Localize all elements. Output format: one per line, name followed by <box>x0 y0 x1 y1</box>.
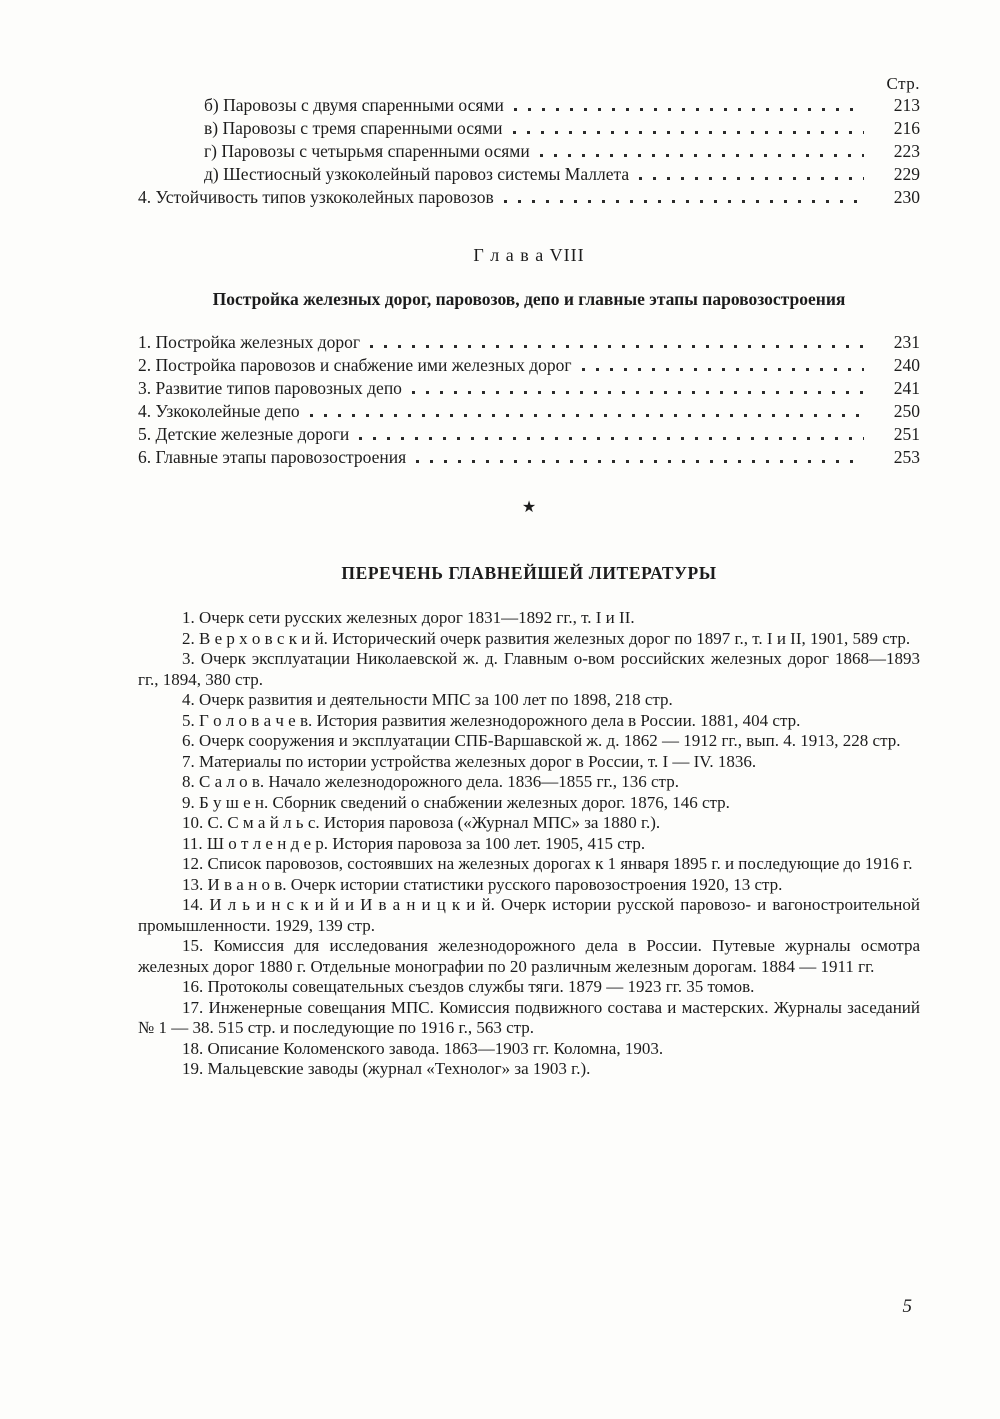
bibliography-entry: 2. В е р х о в с к и й. Исторический очерк развития железных дорог по 1897 г., т. I и II, 1901, 589 стр. <box>182 628 911 648</box>
toc-entry-label: 6. Главные этапы паровозостроения <box>138 447 407 467</box>
chapter-heading: Постройка железных дорог, паровозов, депо и главные этапы паровозостроения <box>212 289 846 309</box>
bibliography-entry: 17. Инженерные совещания МПС. Комиссия подвижного состава и мастерских. Журналы заседаний № 1 — 38. 515 стр. и последующие по 1916 г., 563 стр. <box>138 997 920 1037</box>
toc-entry-label: 4. Узкоколейные депо <box>138 401 300 421</box>
dot-leader <box>639 177 864 180</box>
bibliography-entry: 16. Протоколы совещательных съездов службы тяги. 1879 — 1923 гг. 35 томов. <box>182 977 755 996</box>
toc-entry <box>138 446 920 469</box>
bibliography-entry: 4. Очерк развития и деятельности МПС за 100 лет по 1898, 218 стр. <box>182 690 673 709</box>
bibliography-entry: 9. Б у ш е н. Сборник сведений о снабжении железных дорог. 1876, 146 стр. <box>182 792 730 812</box>
toc-entry-page: 223 <box>893 141 920 161</box>
chapter-title: Г л а в а VIII <box>473 245 585 265</box>
dot-leader <box>310 414 864 417</box>
toc-entry-page: 213 <box>893 95 920 115</box>
dot-leader <box>540 154 864 157</box>
toc-entry-page: 251 <box>893 424 920 444</box>
bibliography-entry: 7. Материалы по истории устройства железных дорог в России, т. I — IV. 1836. <box>182 751 757 771</box>
bibliography-entry: 3. Очерк эксплуатации Николаевской ж. д. Главным о-вом российских железных дорог 1868—1893 гг., 1894, 380 стр. <box>138 649 920 689</box>
toc-entry-label: в) Паровозы с тремя спаренными осями <box>204 118 503 138</box>
bibliography-entry: 10. С. С м а й л ь с. История паровоза («Журнал МПС» за 1880 г.). <box>182 813 661 832</box>
bibliography-list <box>138 608 920 1080</box>
toc-entry <box>138 186 920 209</box>
toc-entry-label: 5. Детские железные дороги <box>138 424 350 444</box>
dot-leader <box>416 460 864 463</box>
toc-entry-page: 253 <box>893 447 920 467</box>
toc-entry-page: 250 <box>893 401 920 421</box>
toc-entry <box>138 163 920 186</box>
dot-leader <box>582 368 864 371</box>
bibliography-entry: 15. Комиссия для исследования железнодорожного дела в России. Путевые журналы осмотра железных дорог 1880 г. Отдельные монографии по 20 различным железным дорогам. 1884 — 1911 гг. <box>138 936 920 976</box>
toc-entry <box>138 331 920 354</box>
chapter-toc <box>138 331 920 469</box>
front-toc-items <box>138 186 920 209</box>
toc-entry-label: 4. Устойчивость типов узкоколейных паровозов <box>138 187 494 207</box>
bibliography-entry: 6. Очерк сооружения и эксплуатации СПБ-Варшавской ж. д. 1862 — 1912 гг., вып. 4. 1913, 228 стр. <box>182 731 901 750</box>
toc-entry-label: д) Шестиосный узкоколейный паровоз системы Маллета <box>204 164 630 184</box>
toc-entry-page: 241 <box>893 378 920 398</box>
toc-entry <box>138 140 920 163</box>
toc-entry-page: 216 <box>893 118 920 138</box>
toc-entry-label: б) Паровозы с двумя спаренными осями <box>204 95 504 115</box>
toc-entry-page: 229 <box>893 164 920 184</box>
page-number: 5 <box>902 1296 912 1317</box>
dot-leader <box>504 200 864 203</box>
toc-entry <box>138 117 920 140</box>
toc-entry-label: 2. Постройка паровозов и снабжение ими железных дорог <box>138 355 572 375</box>
bibliography-entry: 19. Мальцевские заводы (журнал «Технолог» за 1903 г.). <box>182 1059 591 1078</box>
toc-entry-page: 240 <box>893 355 920 375</box>
toc-entry <box>138 423 920 446</box>
toc-entry-label: 3. Развитие типов паровозных депо <box>138 378 402 398</box>
dot-leader <box>513 131 865 134</box>
toc-entry-label: 1. Постройка железных дорог <box>138 332 361 352</box>
bibliography-entry: 18. Описание Коломенского завода. 1863—1903 гг. Коломна, 1903. <box>182 1038 664 1058</box>
bibliography-entry: 12. Список паровозов, состоявших на железных дорогах к 1 января 1895 г. и последующие до 1916 г. <box>182 854 913 873</box>
front-toc-subitems <box>138 94 920 186</box>
bibliography-entry: 5. Г о л о в а ч е в. История развития железнодорожного дела в России. 1881, 404 стр. <box>182 710 801 730</box>
bibliography-entry: 8. С а л о в. Начало железнодорожного дела. 1836—1855 гг., 136 стр. <box>182 772 679 791</box>
toc-entry-label: г) Паровозы с четырьмя спаренными осями <box>204 141 530 161</box>
bibliography-entry: 11. Ш о т л е н д е р. История паровоза за 100 лет. 1905, 415 стр. <box>182 833 646 853</box>
toc-entry <box>138 94 920 117</box>
page-content <box>138 0 920 1080</box>
toc-entry <box>138 400 920 423</box>
page-column-header: Стр. <box>886 74 920 93</box>
dot-leader <box>359 437 864 440</box>
toc-entry-page: 231 <box>893 332 920 352</box>
toc-entry <box>138 377 920 400</box>
bibliography-title: ПЕРЕЧЕНЬ ГЛАВНЕЙШЕЙ ЛИТЕРАТУРЫ <box>341 563 717 583</box>
toc-entry-page: 230 <box>893 187 920 207</box>
dot-leader <box>514 108 864 111</box>
bibliography-entry: 13. И в а н о в. Очерк истории статистики русского паровозостроения 1920, 13 стр. <box>182 874 783 894</box>
dot-leader <box>412 391 864 394</box>
star-icon: ★ <box>521 499 537 516</box>
toc-entry <box>138 354 920 377</box>
bibliography-entry: 14. И л ь и н с к и й и И в а н и ц к и й. Очерк истории русской паровозо- и вагоностроительной промышленности. 1929, 139 стр. <box>138 895 920 935</box>
bibliography-entry: 1. Очерк сети русских железных дорог 1831—1892 гг., т. I и II. <box>182 608 635 627</box>
dot-leader <box>370 345 864 348</box>
